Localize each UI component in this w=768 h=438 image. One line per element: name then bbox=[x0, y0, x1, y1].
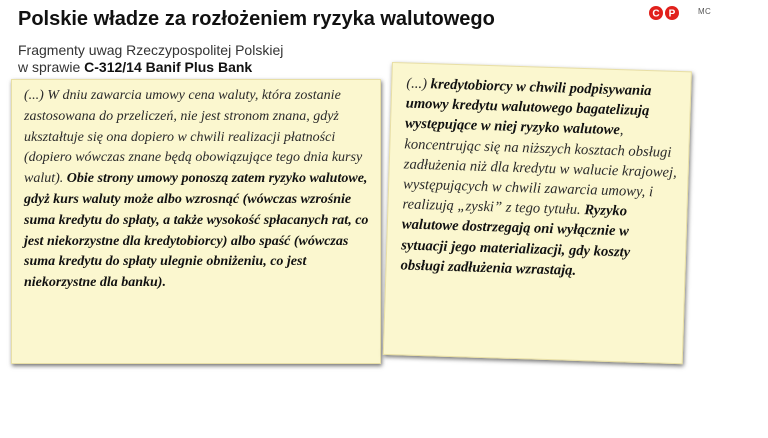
quote-right-bold-1: kredytobiorcy w chwili podpisywania umowy kredytu walutowego bagatelizują występujące w niej ryzyko walutowe bbox=[404, 76, 652, 139]
quote-left-plain: (...) W dniu zawarcia umowy cena waluty, która zostanie zastosowana do przeliczeń, nie jest stronom znana, gdyż ukształtuje się ona dopiero w chwili realizacji płatności (dopiero wówczas znane będą obowiązujące tego dnia kursy walut). bbox=[24, 88, 363, 187]
page-title: Polskie władze za rozłożeniem ryzyka walutowego bbox=[18, 8, 495, 30]
quote-text-left bbox=[24, 86, 370, 294]
svg-text:C: C bbox=[652, 8, 660, 20]
quote-text-right bbox=[400, 73, 680, 284]
quote-card-right bbox=[383, 62, 692, 364]
quote-left-bold: Obie strony umowy ponoszą zatem ryzyko walutowe, gdyż kurs waluty może albo wzrosnąć (wówczas wzrośnie suma kredytu do spłaty, a także wysokość spłacanych rat, co jest niekorzystne dla kredytobiorcy) albo spaść (wówczas suma kredytu do spłaty ulegnie obniżeniu, co jest niekorzystne dla banku). bbox=[24, 171, 369, 291]
quote-card-left bbox=[11, 79, 381, 364]
quote-right-plain-2: , koncentrując się na niższych kosztach obsługi zadłużenia niż dla kredytu w walucie krajowej, występujących w chwili zawarcia umowy, i realizują „zyski” z tego tytułu. bbox=[402, 122, 677, 219]
svg-text:P: P bbox=[668, 8, 676, 20]
subtitle-prefix: w sprawie bbox=[18, 59, 85, 75]
subtitle-line-2 bbox=[18, 59, 283, 76]
case-number: C-312/14 Banif Plus Bank bbox=[84, 59, 253, 75]
quote-right-plain-1: (...) bbox=[406, 75, 431, 93]
subtitle bbox=[18, 42, 283, 76]
author-credit: MC bbox=[698, 7, 712, 16]
copyright-logo-icon bbox=[648, 5, 698, 21]
subtitle-line-1: Fragmenty uwag Rzeczypospolitej Polskiej bbox=[18, 42, 284, 58]
quote-right-bold-2: Ryzyko walutowe dostrzegają oni wyłącznie w sytuacji jego materializacji, gdy koszty obsługi zadłużenia wzrastają. bbox=[400, 202, 631, 279]
